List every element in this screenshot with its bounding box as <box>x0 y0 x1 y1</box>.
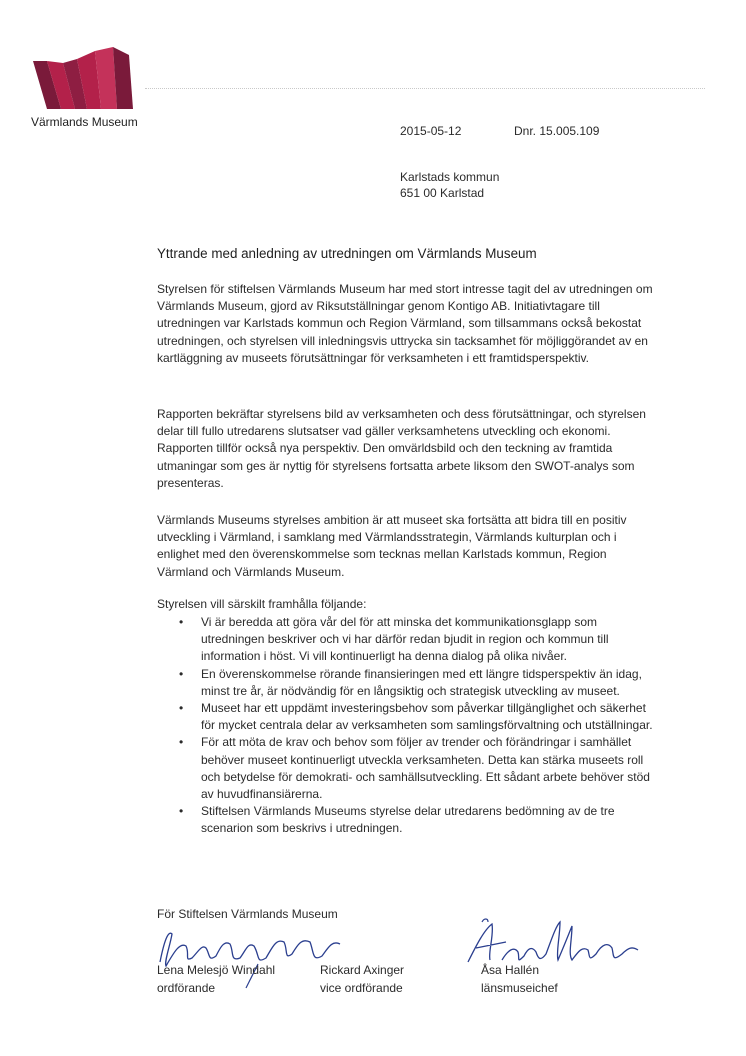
recipient-line-2: 651 00 Karlstad <box>400 185 485 200</box>
signatory-museum-director <box>481 962 558 997</box>
list-item <box>157 803 657 837</box>
bullet-list <box>157 614 657 838</box>
bullet-icon: • <box>179 735 184 750</box>
diary-number: Dnr. 15.005.109 <box>514 124 600 138</box>
signatory-chair <box>157 962 275 997</box>
list-item-text: Museet har ett uppdämt investeringsbehov som påverkar tillgänglighet och säkerhet för mycket centrala delar av verksamheten som samlingsförvaltning och utställningar. <box>201 701 653 733</box>
header-divider <box>145 88 705 89</box>
signatory-name: Rickard Axinger <box>320 963 405 977</box>
list-item-text: En överenskommelse rörande finansieringen med ett längre tidsperspektiv än idag, minst tre år, är nödvändig för en långsiktig och strategisk utveckling av museet. <box>201 666 642 698</box>
bullet-icon: • <box>179 701 184 716</box>
bullet-icon: • <box>179 615 184 629</box>
list-item <box>157 700 657 734</box>
signatory-name: Åsa Hallén <box>481 963 540 977</box>
signatory-title: vice ordförande <box>320 980 403 995</box>
letter-date: 2015-05-12 <box>400 124 462 138</box>
letter-heading: Yttrande med anledning av utredningen om Värmlands Museum <box>157 246 537 261</box>
paragraph-3: Värmlands Museums styrelses ambition är att museet ska fortsätta att bidra till en positiv utveckling i Värmland, i samklang med Värmlandsstrategin, Värmlands kulturplan och i enlighet med den överenskommelse som tecknas mellan Karlstads kommun, Region Värmland och Värmlands Museum. <box>157 513 627 579</box>
paragraph-2: Rapporten bekräftar styrelsens bild av verksamheten och dess förutsättningar, och styrelsen delar till fullo utredarens slutsatser vad gäller verksamhetens utveckling och ekonomi. Rapporten tillför också nya perspektiv. Den omvärldsbild och den teckning av framtida utmaningar som ges är nyttig för styrelsens fortsatta arbete liksom den SWOT-analys som presenteras. <box>157 407 646 490</box>
signatory-title: länsmuseichef <box>481 980 558 995</box>
signoff-line: För Stiftelsen Värmlands Museum <box>157 907 338 921</box>
list-item-text: För att möta de krav och behov som följer av trender och förändringar i samhället behöver museet kontinuerligt utveckla verksamheten. Detta kan stärka museets roll och betydelse för demokrati- och samhällsutveckling. Ett sådant arbete behöver stöd av huvudfinansiärerna. <box>201 735 650 802</box>
list-item <box>157 614 657 666</box>
recipient-line-1: Karlstads kommun <box>400 170 500 184</box>
list-item <box>157 666 657 700</box>
signatory-title: ordförande <box>157 980 216 995</box>
bullet-icon: • <box>179 666 184 681</box>
recipient-address <box>400 170 499 201</box>
list-item-text: Stiftelsen Värmlands Museums styrelse delar utredarens bedömning av de tre scenarion som beskrivs i utredningen. <box>201 804 615 836</box>
bullet-icon: • <box>179 804 184 819</box>
vm-logo <box>31 47 141 129</box>
vm-monogram-logo-icon <box>33 47 133 109</box>
logo-wordmark: Värmlands Museum <box>31 115 138 129</box>
paragraph-1: Styrelsen för stiftelsen Värmlands Museum har med stort intresse tagit del av utredningen om Värmlands Museum, gjord av Riksutställningar genom Kontigo AB. Initiativtagare till utredningen var Karlstads kommun och Region Värmland, som tillsammans också bekostat utredningen, och styrelsen vill inledningsvis uttrycka sin tacksamhet för möjliggörandet av en kartläggning av museets förutsättningar för verksamheten i ett framtidsperspektiv. <box>157 282 653 365</box>
signatory-vice-chair <box>320 962 404 997</box>
list-item-text: Vi är beredda att göra vår del för att minska det kommunikationsglapp som utredningen beskriver och vi har därför redan bjudit in region och kommun till information i höst. Vi vill kontinuerligt ha denna dialog på olika nivåer. <box>201 615 609 664</box>
list-intro: Styrelsen vill särskilt framhålla följande: <box>157 597 367 611</box>
list-item <box>157 734 657 803</box>
signatory-name: Lena Melesjö Windahl <box>157 963 276 977</box>
